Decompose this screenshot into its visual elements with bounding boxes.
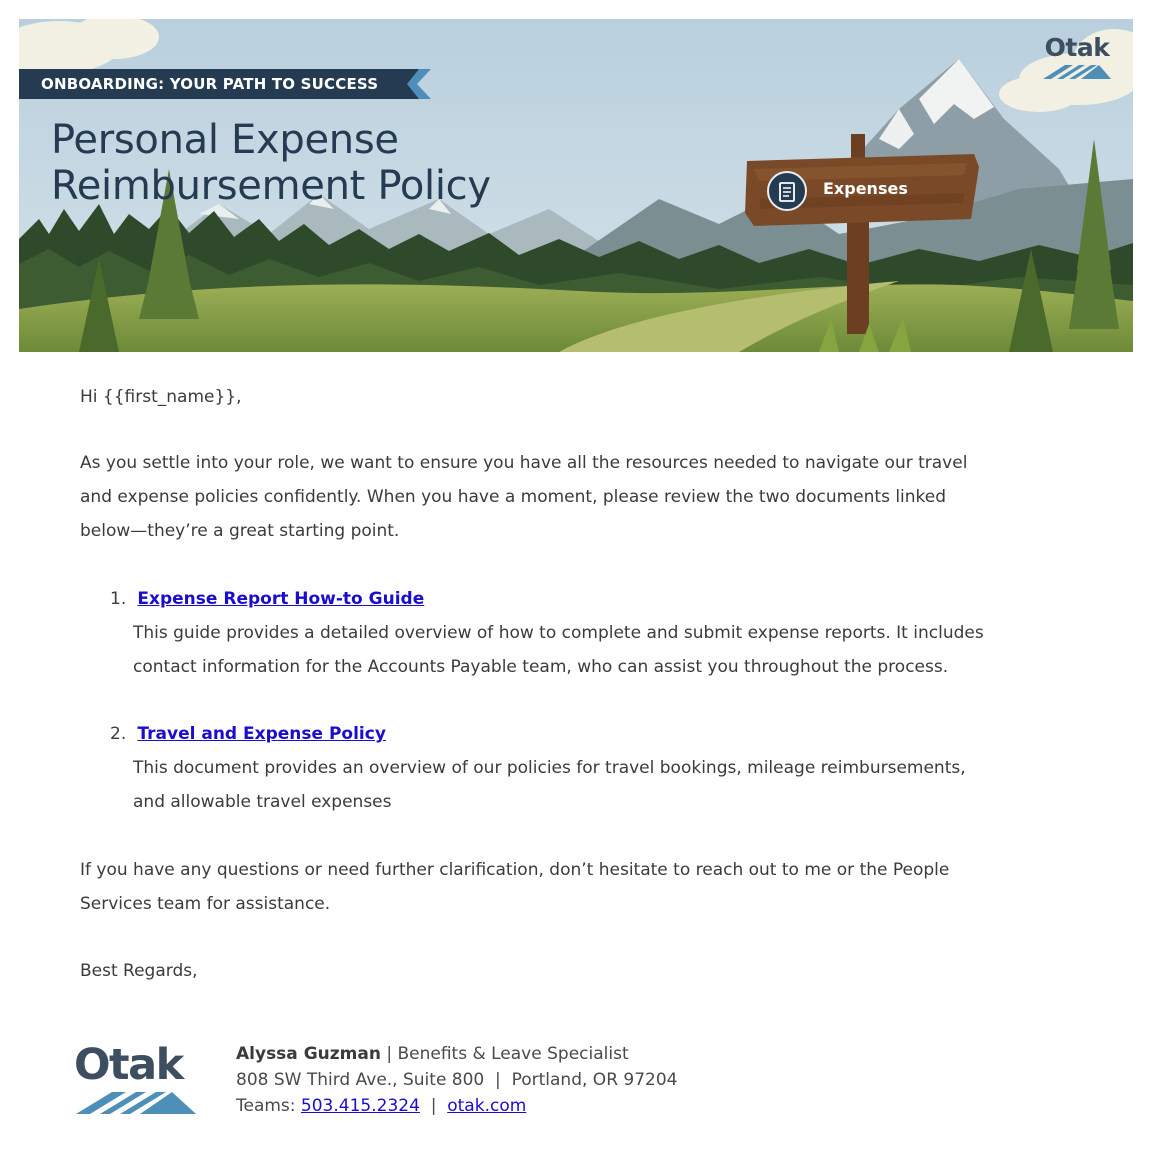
signoff: Best Regards,	[80, 961, 198, 981]
stripes-logo-icon	[1043, 65, 1111, 79]
signature-block	[236, 1041, 678, 1119]
page-title	[51, 117, 491, 209]
sender-role: Benefits & Leave Specialist	[397, 1044, 629, 1064]
sender-address: 808 SW Third Ave., Suite 800 | Portland, OR 97204	[236, 1070, 678, 1090]
logo-wordmark: Otak	[1044, 33, 1110, 62]
stripes-logo-icon	[76, 1092, 196, 1114]
contact-divider: |	[419, 1096, 448, 1116]
otak-logo-banner	[1037, 33, 1117, 79]
intro-line-1: As you settle into your role, we want to ensure you have all the resources needed to navigate our travel	[80, 453, 968, 473]
list-item	[110, 717, 1070, 819]
teams-label: Teams:	[236, 1096, 301, 1116]
list-description-line: contact information for the Accounts Payable team, who can assist you throughout the process.	[133, 657, 949, 677]
phone-link[interactable]: 503.415.2324	[300, 1096, 420, 1116]
intro-line-2: and expense policies confidently. When you have a moment, please review the two documents linked	[80, 487, 947, 507]
onboarding-ribbon	[19, 69, 431, 99]
intro-line-3: below—they’re a great starting point.	[80, 521, 400, 541]
logo-wordmark: Otak	[74, 1040, 183, 1090]
list-description-line: This guide provides a detailed overview of how to complete and submit expense reports. It includes	[133, 623, 984, 643]
list-description-line: This document provides an overview of our policies for travel bookings, mileage reimbursements,	[133, 758, 966, 778]
list-number: 1.	[110, 589, 127, 609]
closing-paragraph	[80, 853, 1080, 921]
ribbon-text: ONBOARDING: YOUR PATH TO SUCCESS	[41, 75, 379, 93]
intro-paragraph	[80, 446, 1080, 548]
travel-expense-policy-link[interactable]: Travel and Expense Policy	[137, 724, 386, 744]
closing-line-2: Services team for assistance.	[80, 894, 331, 914]
greeting: Hi {{first_name}},	[80, 387, 242, 407]
name-separator: |	[380, 1044, 398, 1064]
otak-logo-signature	[74, 1042, 198, 1116]
title-line-1: Personal Expense	[51, 117, 399, 163]
expense-report-guide-link[interactable]: Expense Report How-to Guide	[137, 589, 425, 609]
list-description-line: and allowable travel expenses	[133, 792, 392, 812]
closing-line-1: If you have any questions or need further clarification, don’t hesitate to reach out to me or the People	[80, 860, 950, 880]
document-list-icon	[769, 174, 805, 210]
sign-label: Expenses	[823, 179, 908, 198]
list-number: 2.	[110, 724, 127, 744]
sender-name: Alyssa Guzman	[236, 1044, 381, 1064]
title-line-2: Reimbursement Policy	[51, 163, 491, 209]
list-item	[110, 582, 1070, 684]
website-link[interactable]: otak.com	[447, 1096, 527, 1116]
header-banner	[19, 19, 1133, 352]
